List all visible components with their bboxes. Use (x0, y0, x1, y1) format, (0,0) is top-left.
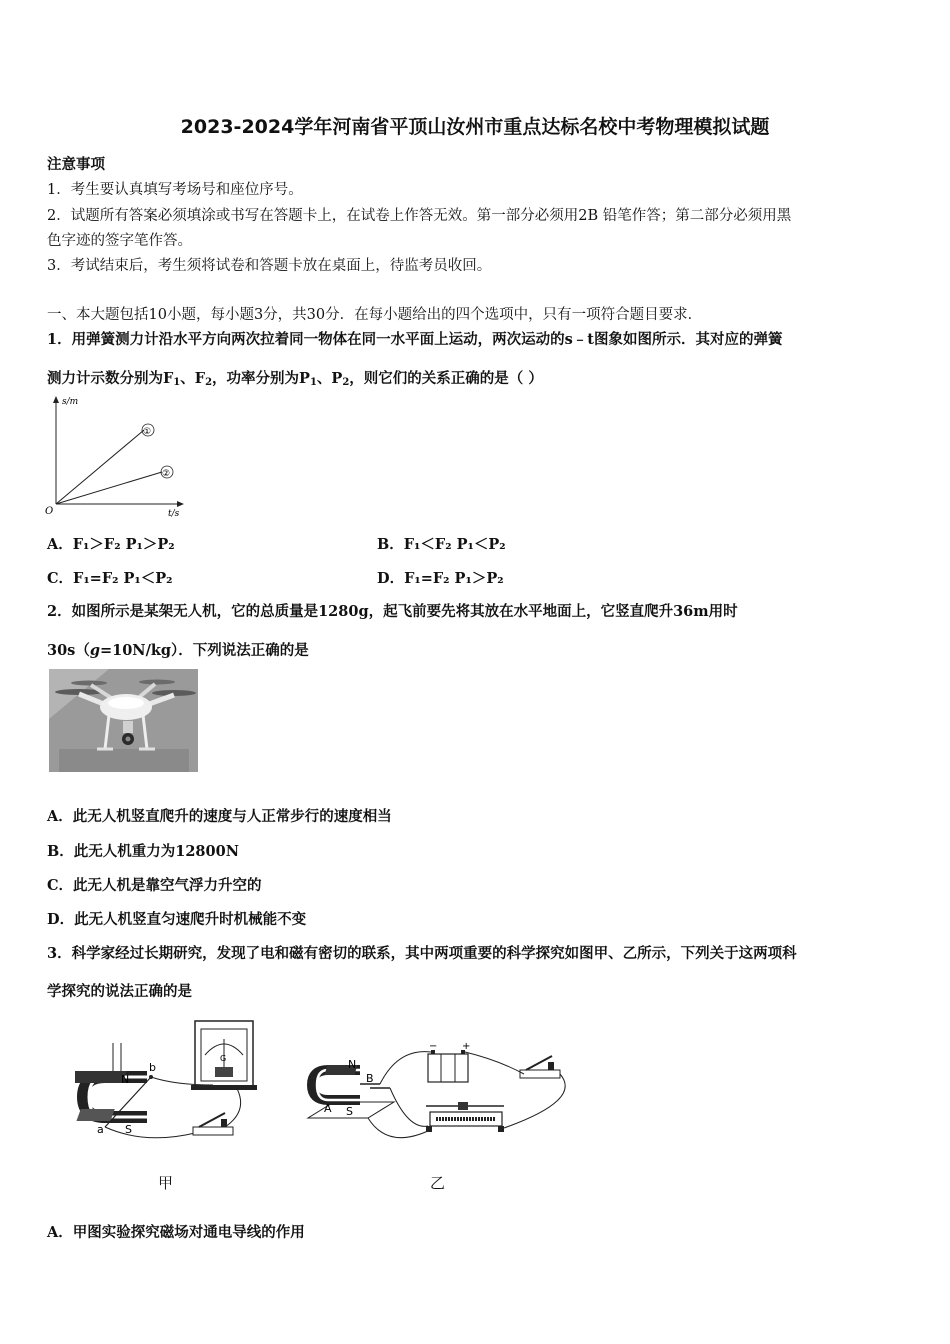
graph-line-2-label: ② (162, 469, 171, 479)
q2-option-d: D．此无人机竖直匀速爬升时机械能不变 (47, 911, 307, 928)
notice-item-2-cont: 色字迹的签字笔作答。 (47, 233, 192, 249)
fig1-a-label: a (97, 1123, 104, 1136)
fig2-battery-plus: + (462, 1041, 471, 1052)
q1-option-a: A．F₁＞F₂ P₁＞P₂ (47, 536, 175, 553)
graph-ylabel: s/m (62, 397, 79, 407)
q2-option-b: B．此无人机重力为12800N (47, 843, 239, 860)
graph-line-1 (56, 430, 144, 504)
q2-option-c: C．此无人机是靠空气浮力升空的 (47, 877, 262, 894)
fig1-n-pole: N (121, 1073, 130, 1086)
q1-option-c: C．F₁=F₂ P₁＜P₂ (47, 570, 173, 587)
graph-line-2 (56, 472, 162, 504)
q1-option-d: D．F₁=F₂ P₁＞P₂ (377, 570, 504, 587)
notice-item-1: 1．考生要认真填写考场号和座位序号。 (47, 182, 303, 198)
graph-xlabel: t/s (168, 509, 180, 519)
notice-item-2: 2．试题所有答案必须填涂或书写在答题卡上，在试卷上作答无效。第一部分必须用2B 铅笔作答；第二部分必须用黑 (47, 208, 792, 224)
figure-jia-caption: 甲 (158, 1174, 174, 1192)
q3-option-a: A．甲图实验探究磁场对通电导线的作用 (47, 1224, 305, 1241)
q1-stem-line1: 1．用弹簧测力计沿水平方向两次拉着同一物体在同一水平面上运动，两次运动的s﹣t图象如图所示．其对应的弹簧 (47, 331, 783, 348)
q1-st-graph (40, 392, 190, 520)
page-title: 2023-2024学年河南省平顶山汝州市重点达标名校中考物理模拟试题 (180, 116, 770, 138)
fig2-a-label: A (324, 1102, 332, 1115)
graph-line-1-label: ① (143, 427, 152, 437)
fig2-battery-minus: − (429, 1041, 438, 1052)
fig2-n-pole: N (348, 1058, 357, 1071)
q3-stem-line1: 3．科学家经过长期研究，发现了电和磁有密切的联系，其中两项重要的科学探究如图甲、乙所示，下列关于这两项科 (47, 945, 797, 962)
fig1-s-pole: S (125, 1123, 132, 1136)
figure-yi-caption: 乙 (430, 1174, 446, 1192)
fig1-galvanometer-g: G (220, 1054, 227, 1063)
q2-stem-line2: 30s（g=10N/kg）．下列说法正确的是 (47, 642, 309, 659)
fig1-b-label: b (149, 1061, 156, 1074)
drone-photo (49, 669, 198, 772)
fig2-s-pole: S (346, 1105, 353, 1118)
q1-option-b: B．F₁＜F₂ P₁＜P₂ (377, 536, 506, 553)
figure-jia-induction (75, 1015, 275, 1145)
notice-heading: 注意事项 (47, 156, 105, 173)
q2-stem-line1: 2．如图所示是某架无人机，它的总质量是1280g，起飞前要先将其放在水平地面上，它竖直爬升36m用时 (47, 603, 738, 620)
figure-yi-motor (298, 1040, 578, 1150)
notice-item-3: 3．考试结束后，考生须将试卷和答题卡放在桌面上，待监考员收回。 (47, 258, 492, 274)
q2-option-a: A．此无人机竖直爬升的速度与人正常步行的速度相当 (47, 808, 392, 825)
section-heading: 一、本大题包括10小题，每小题3分，共30分．在每小题给出的四个选项中，只有一项符合题目要求． (47, 307, 703, 323)
q1-stem-line2: 测力计示数分别为$F_1$、$F_2$，功率分别为$P_1$、$P_2$，则它们的关系正确的是（ ） (47, 370, 543, 388)
fig2-b-label: B (366, 1072, 374, 1085)
graph-origin: O (45, 506, 54, 517)
q3-stem-line2: 学探究的说法正确的是 (47, 983, 192, 1000)
